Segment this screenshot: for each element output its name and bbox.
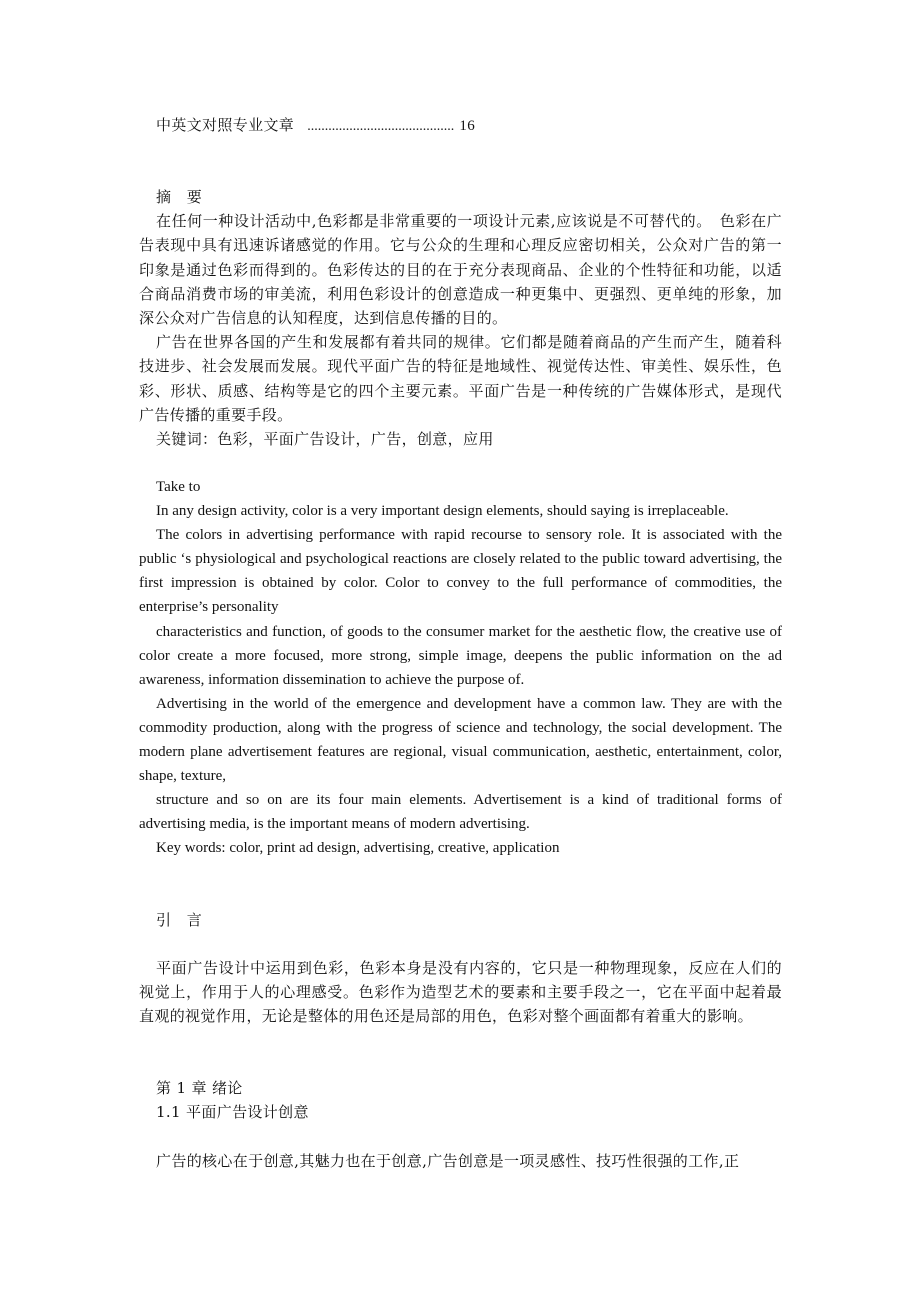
abstract-zh-paragraph-1: 在任何一种设计活动中,色彩都是非常重要的一项设计元素,应该说是不可替代的。 色彩在广告表现中具有迅速诉诸感觉的作用。它与公众的生理和心理反应密切相关，公众对广告的第一印象是通过色彩而得到的。色彩传达的目的在于充分表现商品、企业的个性特征和功能，以适合商品消费市场的审美流，利用色彩设计的创意造成一种更集中、更强烈、更单纯的形象，加深公众对广告信息的认知程度，达到信息传播的目的。 — [139, 212, 782, 328]
abstract-en-keywords: Key words: color, print ad design, advertising, creative, application — [156, 840, 560, 857]
intro-paragraph: 平面广告设计中运用到色彩，色彩本身是没有内容的，它只是一种物理现象，反应在人们的视觉上，作用于人的心理感受。色彩作为造型艺术的要素和主要手段之一，它在平面中起着最直观的视觉作用，无论是整体的用色还是局部的用色，色彩对整个画面都有着重大的影响。 — [139, 959, 782, 1026]
abstract-en-heading: Take to — [156, 479, 201, 495]
abstract-zh-heading: 摘 要 — [156, 188, 203, 206]
chapter-1-heading: 第 1 章 绪论 — [156, 1079, 243, 1097]
chapter-1-paragraph: 广告的核心在于创意,其魅力也在于创意,广告创意是一项灵感性、技巧性很强的工作,正 — [156, 1152, 740, 1170]
toc-title: 中英文对照专业文章 — [156, 116, 295, 134]
abstract-en-line-1: In any design activity, color is a very important design elements, should saying is irreplaceable. — [156, 503, 729, 520]
abstract-zh — [139, 185, 782, 451]
chapter-1 — [139, 1076, 782, 1124]
intro-body — [139, 956, 782, 1029]
abstract-en-paragraph-3: Advertising in the world of the emergence and development have a common law. They are with the commodity production, along with the progress of science and technology, the social development. The modern plane advertisement features are regional, visual communication, aesthetic, entertainment, color, shape, texture, — [139, 695, 782, 785]
chapter-1-body — [139, 1149, 782, 1173]
intro-heading-block — [139, 908, 782, 932]
abstract-zh-keywords: 关键词：色彩，平面广告设计，广告，创意，应用 — [156, 430, 494, 449]
abstract-en-paragraph-4: structure and so on are its four main elements. Advertisement is a kind of traditional forms of advertising media, is the important means of modern advertising. — [139, 792, 782, 833]
abstract-zh-paragraph-2: 广告在世界各国的产生和发展都有着共同的规律。它们都是随着商品的产生而产生，随着科技进步、社会发展而发展。现代平面广告的特征是地域性、视觉传达性、审美性、娱乐性，色彩、形状、质感、结构等是它的四个主要元素。平面广告是一种传统的广告媒体形式，是现代广告传播的重要手段。 — [139, 333, 782, 424]
abstract-en-paragraph-1: The colors in advertising performance with rapid recourse to sensory role. It is associated with the public ‘s physiological and psychological reactions are closely related to the public toward advertising, the first impression is obtained by color. Color to convey to the full performance of commodities, the enterprise’s personality — [139, 527, 782, 616]
toc-leader-dots: .......................................... — [307, 119, 455, 134]
toc-line — [139, 113, 782, 139]
abstract-en — [139, 475, 782, 861]
toc-page-number: 16 — [459, 118, 476, 134]
abstract-en-paragraph-2: characteristics and function, of goods to the consumer market for the aesthetic flow, the creative use of color create a more focused, more strong, simple image, deepens the public information on the ad awareness, information dissemination to achieve the purpose of. — [139, 623, 782, 688]
intro-heading: 引 言 — [156, 911, 203, 929]
section-1-1-heading: 1.1 平面广告设计创意 — [156, 1103, 309, 1122]
